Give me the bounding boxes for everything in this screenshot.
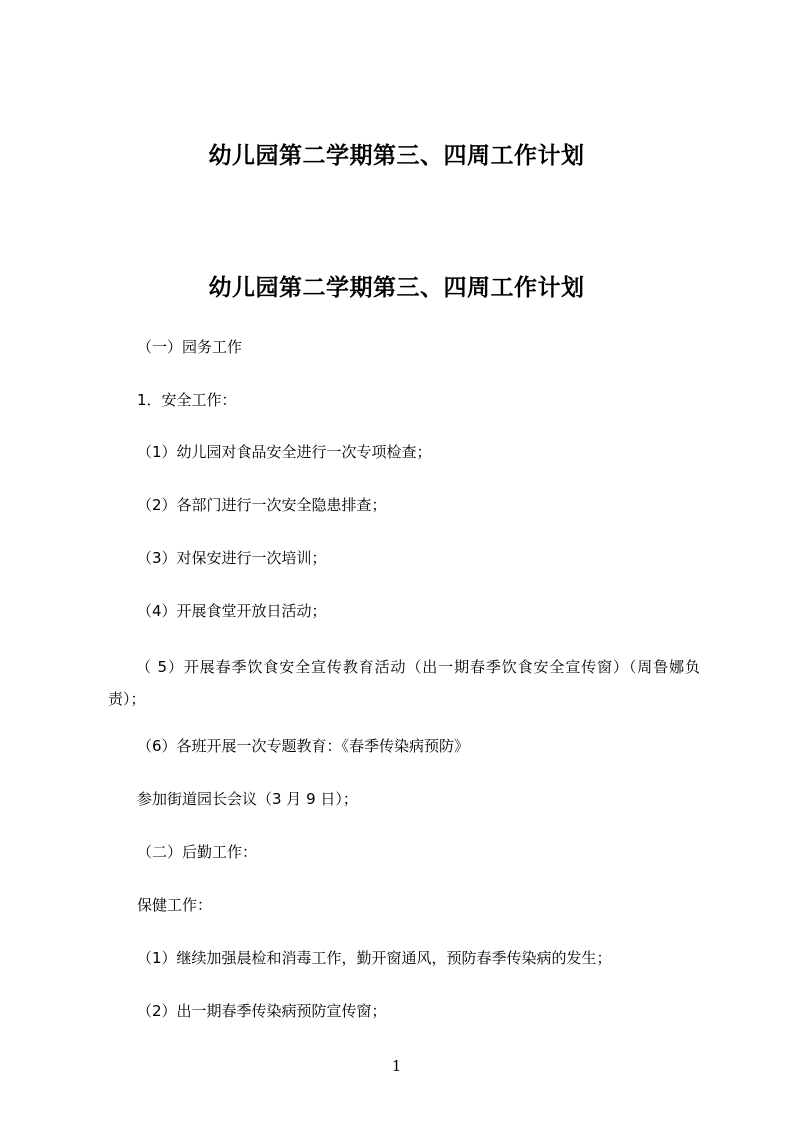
list-item: （2）各部门进行一次安全隐患排查； [137,496,387,514]
list-item-wrapped: （ 5）开展春季饮食安全宣传教育活动（出一期春季饮食安全宣传窗）（周鲁娜负责）； [108,658,700,708]
list-item: （1）继续加强晨检和消毒工作，勤开窗通风，预防春季传染病的发生； [137,949,612,967]
document-header-title: 幼儿园第二学期第三、四周工作计划 [208,143,585,169]
subsection-heading-safety: 1．安全工作： [137,391,237,409]
document-body-title: 幼儿园第二学期第三、四周工作计划 [208,275,585,301]
list-item: （4）开展食堂开放日活动； [137,602,327,620]
list-item: （6）各班开展一次专题教育：《春季传染病预防》 [137,737,470,755]
subsection-heading-health: 保健工作： [137,896,213,914]
list-item: （3）对保安进行一次培训； [137,549,327,567]
page-number: 1 [391,1057,402,1075]
section-heading-admin: （一）园务工作 [137,338,243,356]
list-item: （2）出一期春季传染病预防宣传窗； [137,1002,387,1020]
section-heading-logistics: （二）后勤工作： [137,843,258,861]
list-item: （1）幼儿园对食品安全进行一次专项检查； [137,443,432,461]
meeting-note: 参加街道园长会议（3 月 9 日）； [137,790,358,808]
